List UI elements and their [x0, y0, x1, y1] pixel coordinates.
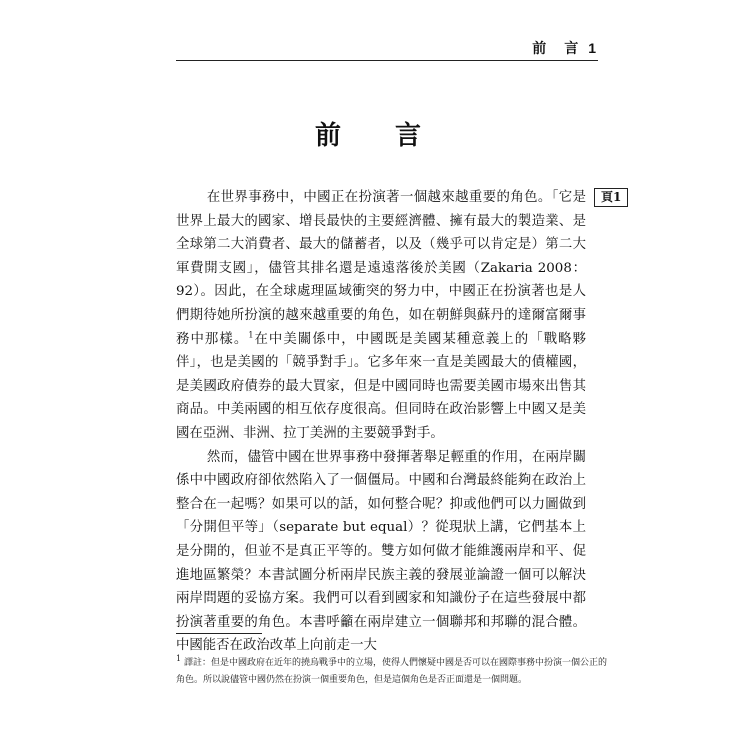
page-number: 1 [588, 40, 598, 56]
footnote-divider [176, 633, 262, 634]
running-head [176, 38, 598, 61]
footnote-text: 譯註：但是中國政府在近年的撓烏戰爭中的立場，使得人們懷疑中國是否可以在國際事務中扮演一個公正的角色。所以說儘管中國仍然在扮演一個重要角色，但是這個角色是否正面還是一個問題。 [176, 658, 607, 685]
paragraph-text: 然而，儘管中國在世界事務中發揮著舉足輕重的作用，在兩岸關係中中國政府卻依然陷入了一個僵局。中國和台灣最終能夠在政治上整合在一起嗎？如果可以的話，如何整合呢？抑或他們可以力圖做到「分開但平等」（separate but equal）？從現狀上講，它們基本上是分開的，但並不是真正平等的。雙方如何做才能維護兩岸和平、促進地區繁榮？本書試圖分析兩岸民族主義的發展並論證一個可以解決兩岸問題的妥協方案。我們可以看到國家和知識份子在這些發展中都扮演著重要的角色。本書呼籲在兩岸建立一個聯邦和邦聯的混合體。中國能否在政治改革上向前走一大 [176, 449, 586, 654]
footnote [176, 655, 608, 689]
original-page-marker: 頁1 [594, 188, 628, 207]
running-head-text [532, 38, 598, 58]
paragraph [176, 186, 586, 446]
body-text [176, 186, 586, 658]
footnote-mark: 1 [176, 654, 182, 663]
running-head-label: 前 言 [532, 41, 581, 57]
paragraph-text: 在世界事務中，中國正在扮演著一個越來越重要的角色。「它是世界上最大的國家、增長最快的主要經濟體、擁有最大的製造業、是全球第二大消費者、最大的儲蓄者，以及（幾乎可以肯定是）第二大軍費開支國」，儘管其排名還是遠遠落後於美國（Zakaria 2008：92）。因此，在全球處理區域衝突的努力中，中國正在扮演著也是人們期待她所扮演的越來越重要的角色，如在朝鮮與蘇丹的達爾富爾事務中那樣。 [176, 190, 586, 347]
paragraph [176, 446, 586, 658]
footnote-reference[interactable]: 1 [248, 330, 254, 340]
page-title: 前 言 [314, 121, 435, 151]
paragraph-text: 在中美關係中，中國既是美國某種意義上的「戰略夥伴」，也是美國的「競爭對手」。它多年來一直是美國最大的債權國，是美國政府債券的最大買家，但是中國同時也需要美國市場來出售其商品。中美兩國的相互依存度很高。但同時在政治影響上中國又是美國在亞洲、非洲、拉丁美洲的主要競爭對手。 [176, 331, 587, 441]
